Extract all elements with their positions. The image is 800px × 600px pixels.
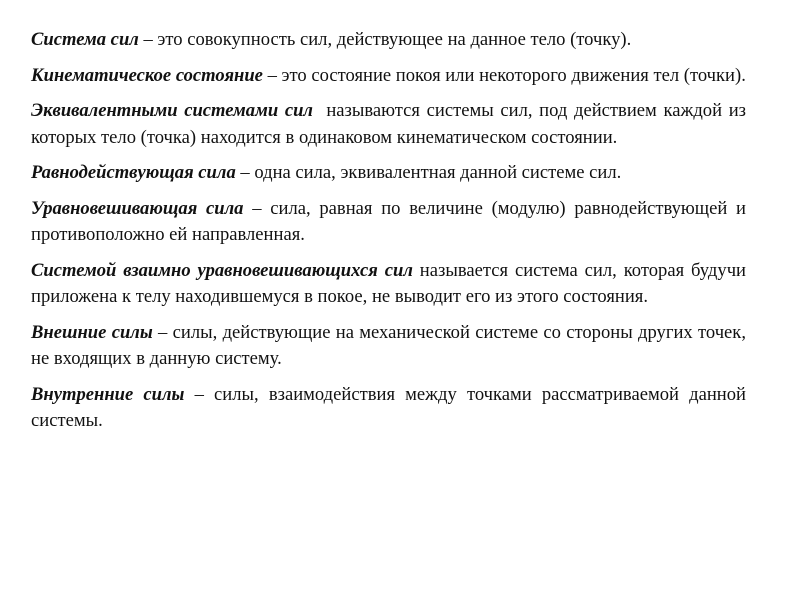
definition-term: Системой взаимно уравновешивающихся сил — [31, 259, 413, 281]
definitions-slide — [31, 27, 751, 444]
definition-text: называется система сил, которая будучи приложена к телу находившемуся в покое, не выводит его из этого состояния. — [31, 259, 746, 307]
definition-system-of-forces — [31, 27, 746, 54]
definition-text: называются системы сил, под действием каждой из которых тело (точка) находится в одинаковом кинематическом состоянии. — [31, 100, 751, 148]
definition-equivalent-systems — [31, 98, 751, 151]
definition-term: Система сил — [31, 29, 139, 50]
definition-external-forces — [31, 320, 746, 373]
definition-internal-forces — [31, 382, 746, 435]
definition-mutually-balancing-system — [31, 258, 746, 311]
definition-balancing-force — [31, 196, 746, 249]
definition-kinematic-state — [31, 63, 746, 90]
definition-term: Внешние силы — [31, 321, 153, 343]
definition-term: Кинематическое состояние — [31, 64, 263, 86]
definition-term: Равнодействующая сила — [31, 162, 236, 183]
definition-text: – сила, равная по величине (модулю) равнодействующей и противоположно ей направленная. — [31, 197, 746, 245]
definition-text: – это совокупность сил, действующее на данное тело (точку). — [138, 29, 632, 50]
definition-text: – это состояние покоя или некоторого движения тел (точки). — [262, 64, 746, 86]
definition-text: – силы, действующие на механической системе со стороны других точек, не входящих в данную систему. — [31, 321, 746, 369]
definition-text: – силы, взаимодействия между точками рассматриваемой данной системы. — [31, 383, 747, 431]
definition-term: Уравновешивающая сила — [31, 197, 244, 219]
definition-term: Внутренние силы — [31, 383, 185, 405]
definition-text: – одна сила, эквивалентная данной системе сил. — [235, 162, 622, 183]
definition-term: Эквивалентными системами сил — [31, 100, 313, 121]
definition-resultant-force — [31, 160, 746, 187]
